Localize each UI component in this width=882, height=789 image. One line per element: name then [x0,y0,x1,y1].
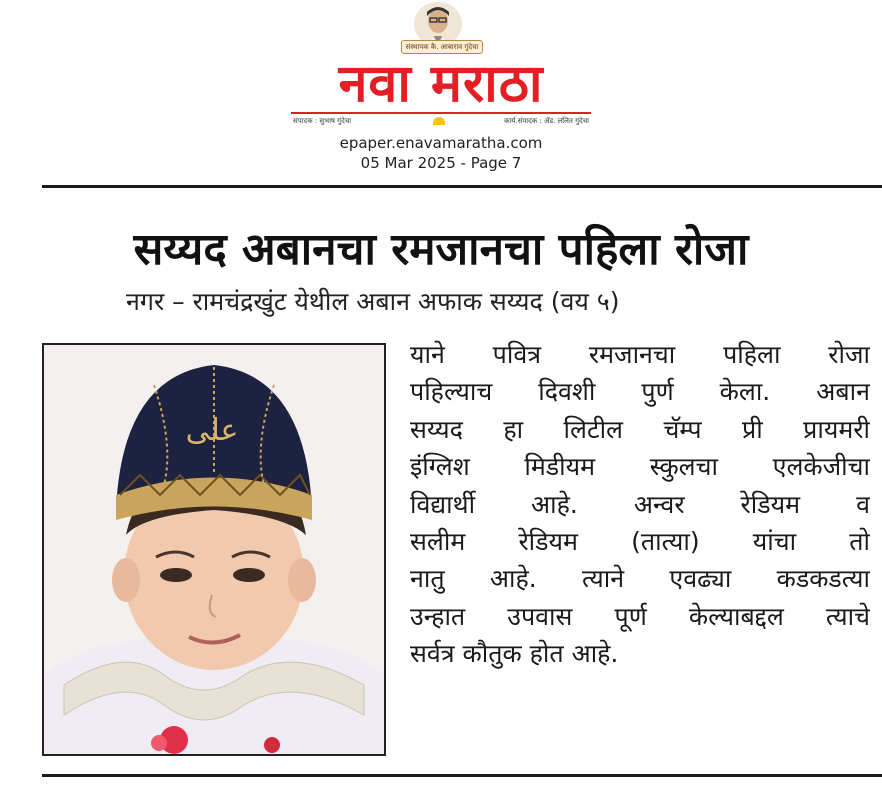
sun-icon [433,117,445,125]
article-body-line: याने पवित्र रमजानचा पहिला रोजा [410,340,870,369]
source-url: epaper.enavamaratha.com [339,134,543,152]
newspaper-logo: नवा मराठा [338,54,544,114]
founder-ribbon: संस्थापक कै. आबाराव गुंदेचा [401,40,483,54]
article-photo [42,343,386,756]
bottom-divider [42,774,882,777]
article-body-line: उन्हात उपवास पूर्ण केल्याबद्दल त्याचे [410,601,870,631]
article-first-line: नगर – रामचंद्रखुंट येथील अबान अफाक सय्यद (वय ५) [126,287,620,316]
editor-strip [291,112,591,128]
article-body-line: विद्यार्थी आहे. अन्वर रेडियम व [410,489,870,519]
masthead [291,0,591,128]
article-body-line: सय्यद हा लिटील चॅम्प प्री प्रायमरी [410,414,870,444]
article-body-line: सर्वत्र कौतुक होत आहे. [410,639,619,669]
article-body [410,336,870,673]
article-headline: सय्यद अबानचा रमजानचा पहिला रोजा [133,224,749,275]
editor-left: संपादक : सुभाष गुंदेचा [293,117,352,125]
article-body-line: पहिल्याच दिवशी पुर्ण केला. अबान [410,377,870,407]
source-date-page: 05 Mar 2025 - Page 7 [360,154,522,172]
editor-right: कार्य.संपादक : ॲड. ललित गुंदेचा [504,117,589,125]
top-divider [42,185,882,188]
article-body-line: इंग्लिश मिडीयम स्कुलचा एलकेजीचा [410,452,870,482]
article-body-line: सलीम रेडियम (तात्या) यांचा तो [410,526,870,556]
article-body-line: नातु आहे. त्याने एवढ्या कडकडत्या [410,564,870,594]
cap-calligraphy: علی [185,413,239,448]
